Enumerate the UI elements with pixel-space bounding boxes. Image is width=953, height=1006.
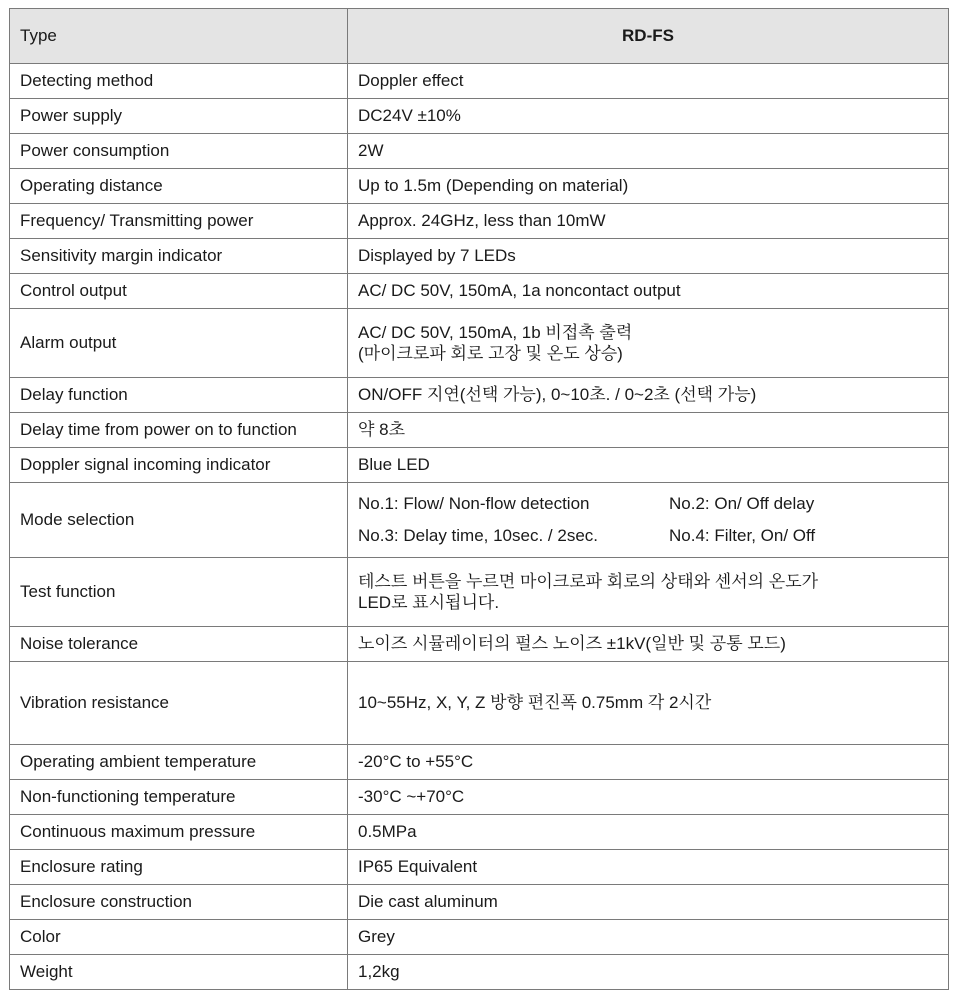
spec-label: Frequency/ Transmitting power [10,204,348,239]
table-row [10,274,949,309]
type-header-label: Type [10,9,348,64]
table-row [10,780,949,815]
table-row [10,239,949,274]
mode-item: No.1: Flow/ Non-flow detection [358,494,590,513]
spec-value: 2W [348,134,949,169]
table-row [10,99,949,134]
spec-label: Power supply [10,99,348,134]
spec-label: Operating distance [10,169,348,204]
spec-value [348,558,949,627]
value-line: LED로 표시됩니다. [358,593,500,612]
spec-label: Alarm output [10,309,348,378]
spec-value: Displayed by 7 LEDs [348,239,949,274]
mode-item: No.4: Filter, On/ Off [669,526,816,545]
spec-label: Weight [10,955,348,990]
mode-item: No.2: On/ Off delay [669,494,815,513]
spec-value: DC24V ±10% [348,99,949,134]
spec-label: Operating ambient temperature [10,745,348,780]
table-row [10,378,949,413]
spec-label: Sensitivity margin indicator [10,239,348,274]
table-row [10,745,949,780]
spec-value: 1,2kg [348,955,949,990]
spec-label: Delay time from power on to function [10,413,348,448]
mode-item: No.3: Delay time, 10sec. / 2sec. [358,526,598,545]
table-row [10,483,949,558]
spec-label: Enclosure construction [10,885,348,920]
table-row [10,920,949,955]
mode-grid [358,488,938,552]
table-row [10,204,949,239]
spec-label: Test function [10,558,348,627]
table-row [10,885,949,920]
model-header-value: RD-FS [348,9,949,64]
spec-value: -20°C to +55°C [348,745,949,780]
spec-value: Grey [348,920,949,955]
value-line: (마이크로파 회로 고장 및 온도 상승) [358,344,623,363]
table-header-row [10,9,949,64]
table-row [10,134,949,169]
spec-value: 약 8초 [348,413,949,448]
table-row [10,413,949,448]
mode-column [358,488,669,552]
spec-value: Doppler effect [348,64,949,99]
table-row [10,627,949,662]
spec-label: Control output [10,274,348,309]
spec-value: 0.5MPa [348,815,949,850]
value-line: AC/ DC 50V, 150mA, 1b 비접촉 출력 [358,322,633,342]
spec-value: 노이즈 시뮬레이터의 펄스 노이즈 ±1kV(일반 및 공통 모드) [348,627,949,662]
value-line: 테스트 버튼을 누르면 마이크로파 회로의 상태와 센서의 온도가 [358,571,819,591]
table-row [10,955,949,990]
spec-value: IP65 Equivalent [348,850,949,885]
table-row [10,558,949,627]
spec-value [348,309,949,378]
table-row [10,64,949,99]
spec-value: Die cast aluminum [348,885,949,920]
spec-label: Mode selection [10,483,348,558]
spec-value: ON/OFF 지연(선택 가능), 0~10초. / 0~2초 (선택 가능) [348,378,949,413]
spec-label: Non-functioning temperature [10,780,348,815]
spec-table [9,8,949,990]
spec-label: Color [10,920,348,955]
table-row [10,815,949,850]
spec-label: Power consumption [10,134,348,169]
table-row [10,448,949,483]
spec-value [348,483,949,558]
spec-label: Noise tolerance [10,627,348,662]
table-row [10,850,949,885]
spec-label: Continuous maximum pressure [10,815,348,850]
spec-label: Enclosure rating [10,850,348,885]
spec-label: Delay function [10,378,348,413]
spec-label: Doppler signal incoming indicator [10,448,348,483]
table-row [10,309,949,378]
spec-value: Approx. 24GHz, less than 10mW [348,204,949,239]
spec-value: -30°C ~+70°C [348,780,949,815]
spec-value: Blue LED [348,448,949,483]
spec-label: Detecting method [10,64,348,99]
spec-value: 10~55Hz, X, Y, Z 방향 편진폭 0.75mm 각 2시간 [348,662,949,745]
spec-value: Up to 1.5m (Depending on material) [348,169,949,204]
mode-column [669,488,815,552]
table-row [10,169,949,204]
table-row [10,662,949,745]
spec-label: Vibration resistance [10,662,348,745]
spec-value: AC/ DC 50V, 150mA, 1a noncontact output [348,274,949,309]
